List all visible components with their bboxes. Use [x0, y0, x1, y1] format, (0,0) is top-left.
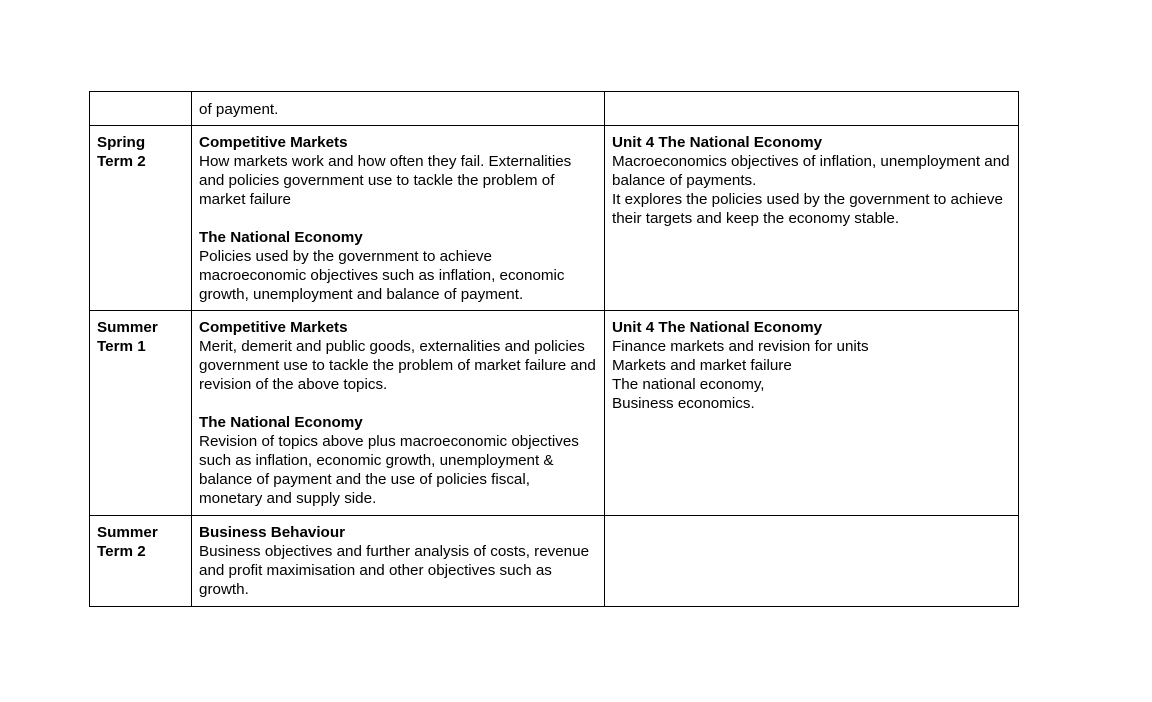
a2-unit-text: It explores the policies used by the government to achieve their targets and keep the economy stable. [612, 191, 1003, 227]
a2-cell [605, 126, 1019, 311]
table-row-spring-term-2 [90, 126, 1019, 311]
as-text: of payment. [199, 101, 279, 118]
as-topic-title: Competitive Markets [199, 319, 348, 336]
term-label-line1: Summer [97, 524, 158, 541]
curriculum-table [89, 91, 1019, 607]
as-cell [192, 516, 605, 607]
a2-cell [605, 516, 1019, 607]
as-topic-title: The National Economy [199, 229, 363, 246]
as-topic-text: Business objectives and further analysis of costs, revenue and profit maximisation and other objectives such as growth. [199, 543, 590, 598]
term-label-line2: Term 1 [97, 338, 146, 355]
as-cell [192, 311, 605, 516]
term-cell [90, 516, 192, 607]
as-topic-title: Competitive Markets [199, 134, 348, 151]
as-cell [192, 126, 605, 311]
term-cell [90, 92, 192, 126]
table-row-continuation [90, 92, 1019, 126]
a2-unit-text: The national economy, [612, 376, 765, 393]
term-label-line1: Summer [97, 319, 158, 336]
a2-unit-text: Business economics. [612, 395, 755, 412]
a2-unit-text: Finance markets and revision for units [612, 338, 869, 355]
a2-cell [605, 92, 1019, 126]
spacer [199, 394, 597, 413]
as-topic-title: Business Behaviour [199, 524, 346, 541]
a2-unit-title: Unit 4 The National Economy [612, 134, 823, 151]
table-row-summer-term-1 [90, 311, 1019, 516]
a2-cell [605, 311, 1019, 516]
a2-unit-text: Macroeconomics objectives of inflation, unemployment and balance of payments. [612, 153, 1010, 189]
term-cell [90, 126, 192, 311]
a2-unit-title: Unit 4 The National Economy [612, 319, 823, 336]
term-cell [90, 311, 192, 516]
as-topic-text: Merit, demerit and public goods, externalities and policies government use to tackle the problem of market failure and revision of the above topics. [199, 338, 596, 393]
term-label-line1: Spring [97, 134, 146, 151]
spacer [199, 209, 597, 228]
as-topic-text: Revision of topics above plus macroeconomic objectives such as inflation, economic growth, unemployment & balance of payment and the use of policies fiscal, monetary and supply side. [199, 433, 579, 507]
a2-unit-text: Markets and market failure [612, 357, 792, 374]
term-label-line2: Term 2 [97, 543, 146, 560]
as-topic-text: How markets work and how often they fail. Externalities and policies government use to tackle the problem of market failure [199, 153, 572, 208]
as-topic-text: Policies used by the government to achieve macroeconomic objectives such as inflation, economic growth, unemployment and balance of payment. [199, 248, 565, 303]
as-cell [192, 92, 605, 126]
as-topic-title: The National Economy [199, 414, 363, 431]
table-row-summer-term-2 [90, 516, 1019, 607]
term-label-line2: Term 2 [97, 153, 146, 170]
